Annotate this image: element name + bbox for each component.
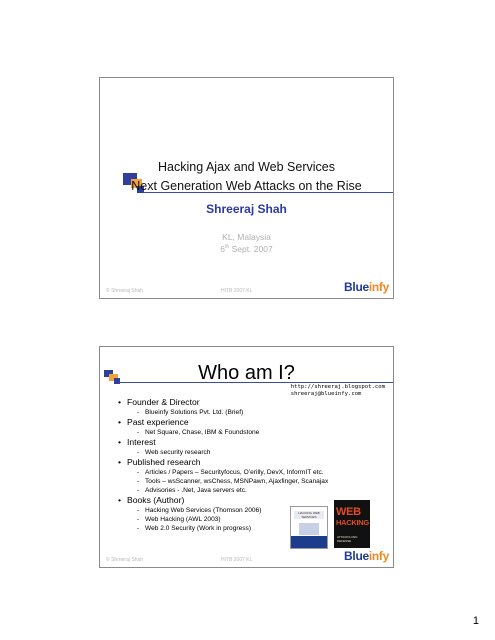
sub-bullet: - Web security research xyxy=(118,448,388,457)
presentation-location: KL, Malaysia xyxy=(222,232,271,242)
slide-footer-copyright: © Shreeraj Shah xyxy=(106,288,144,294)
page-number: 1 xyxy=(472,615,479,627)
blog-link[interactable]: http://shreeraj.blogspot.com xyxy=(290,384,385,390)
presentation-date: 6th Sept. 2007 xyxy=(220,244,273,254)
presentation-title: Hacking Ajax and Web Services xyxy=(158,160,335,174)
bullet-interest: • Interest xyxy=(118,437,388,448)
about-slide xyxy=(99,346,394,568)
slide-footer-event: HITB 2007 KL xyxy=(221,288,253,294)
sub-bullet: - Tools – wsScanner, wsChess, MSNPawn, Ajaxfinger, Scanajax xyxy=(118,477,388,486)
bullet-published-research: • Published research xyxy=(118,457,388,468)
book-cover-hacking-web-services: HACKING WEB SERVICES xyxy=(290,506,328,549)
slide-footer-event: HITB 2007 KL xyxy=(221,557,253,563)
slide-footer-copyright: © Shreeraj Shah xyxy=(106,557,144,563)
book-cover-web-hacking: WEB HACKING ATTACKS AND DEFENSE xyxy=(334,500,370,548)
contact-links xyxy=(291,384,385,398)
presentation-subtitle: Next Generation Web Attacks on the Rise xyxy=(131,179,362,193)
presenter-name: Shreeraj Shah xyxy=(206,202,287,216)
sub-bullet: - Net Square, Chase, IBM & Foundstone xyxy=(118,428,388,437)
sub-bullet: - Web Hacking (AWL 2003) xyxy=(118,515,388,524)
title-slide xyxy=(99,77,394,299)
email-link[interactable]: shreeraj@blueinfy.com xyxy=(290,391,362,397)
blueinfy-logo: Blueinfy xyxy=(344,549,389,563)
blueinfy-logo: Blueinfy xyxy=(344,280,389,294)
sub-bullet: - Advisories - .Net, Java servers etc. xyxy=(118,486,388,495)
bullet-founder: • Founder & Director xyxy=(118,397,388,408)
sub-bullet: - Hacking Web Services (Thomson 2006) xyxy=(118,506,388,515)
bullet-books: • Books (Author) xyxy=(118,495,388,506)
sub-bullet: - Web 2.0 Security (Work in progress) xyxy=(118,524,388,533)
sub-bullet: - Articles / Papers – Securityfocus, O’erilly, DevX, InformIT etc. xyxy=(118,468,388,477)
sub-bullet: - Blueinfy Solutions Pvt. Ltd. (Brief) xyxy=(118,408,388,417)
bullet-past-experience: • Past experience xyxy=(118,417,388,428)
slide-title: Who am I? xyxy=(198,362,295,384)
